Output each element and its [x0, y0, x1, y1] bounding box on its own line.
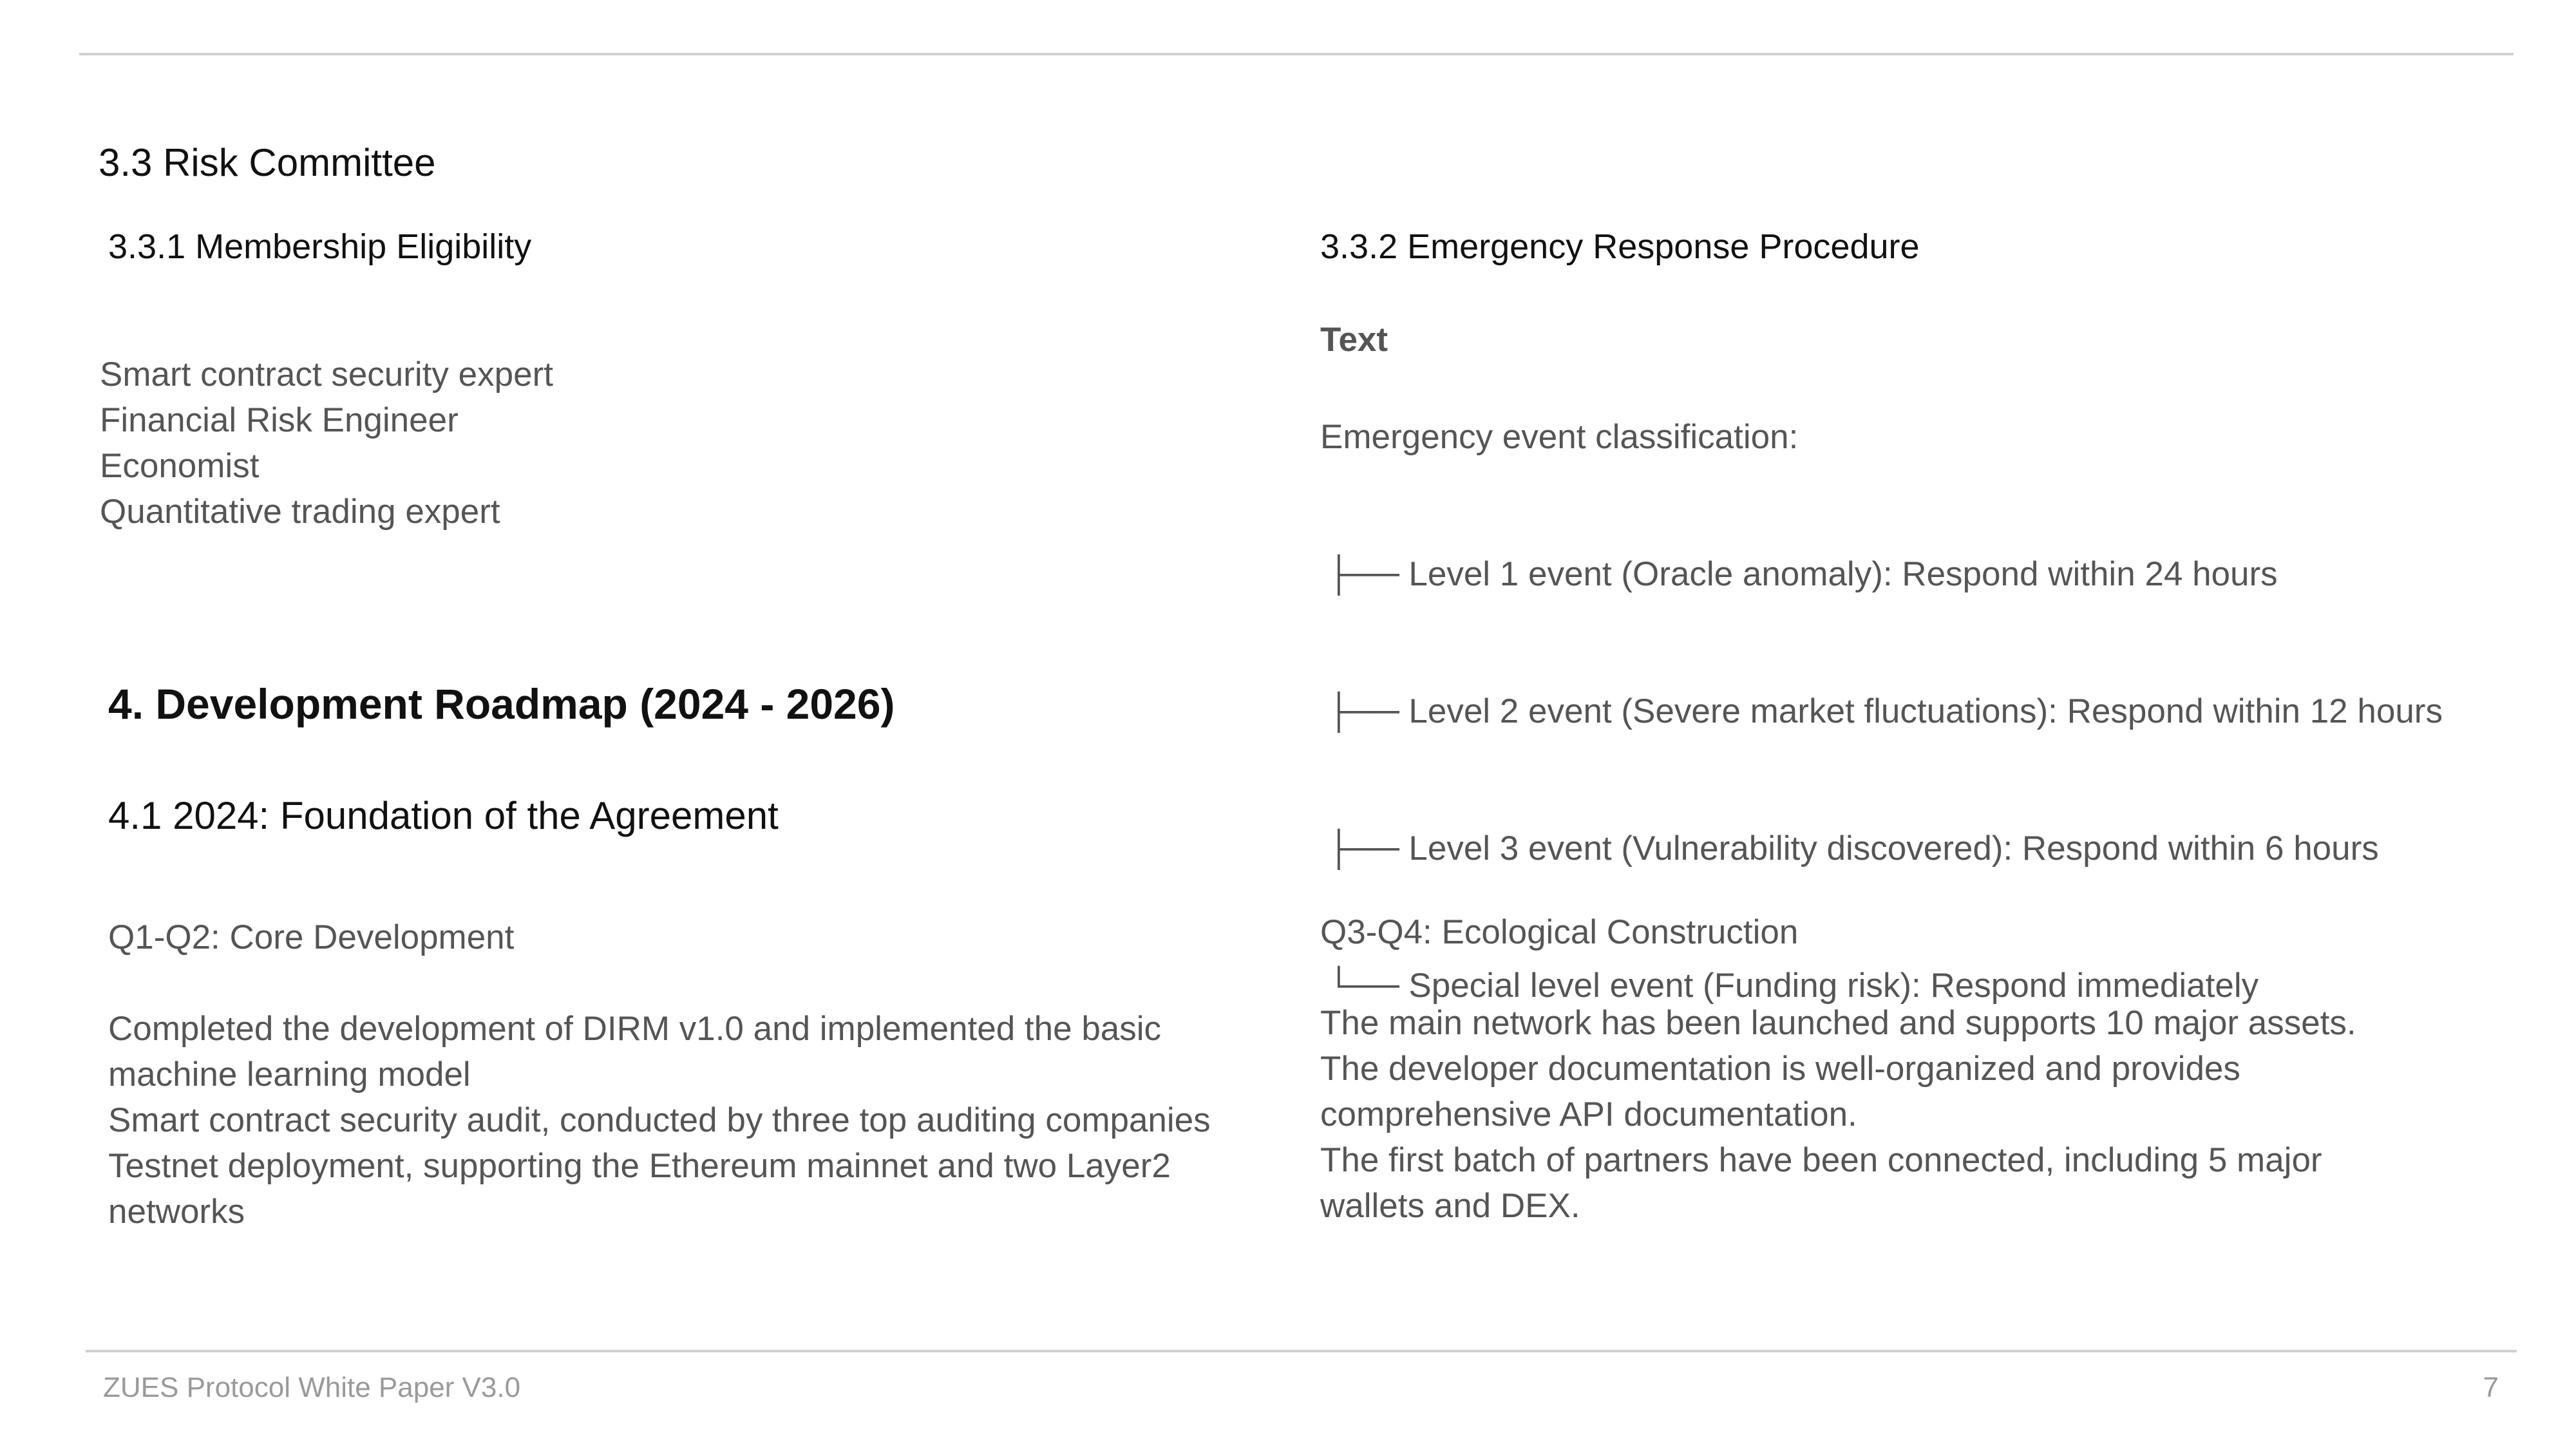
body-line: The developer documentation is well-organized and provides	[1320, 1050, 2240, 1088]
emergency-event-tree	[1327, 460, 2443, 1054]
event-level-1: ├── Level 1 event (Oracle anomaly): Respond within 24 hours	[1327, 555, 2278, 593]
event-level-3: ├── Level 3 event (Vulnerability discovered): Respond within 6 hours	[1327, 829, 2379, 867]
emergency-procedure-title: 3.3.2 Emergency Response Procedure	[1320, 227, 1920, 266]
membership-list	[100, 352, 553, 535]
footer-divider	[86, 1350, 2517, 1352]
top-divider	[79, 53, 2514, 55]
body-line: Completed the development of DIRM v1.0 and implemented the basic	[108, 1010, 1162, 1048]
body-line: networks	[108, 1193, 245, 1231]
q1-q2-body	[108, 1006, 1211, 1235]
membership-eligibility-title: 3.3.1 Membership Eligibility	[108, 227, 532, 266]
emergency-classification-heading: Emergency event classification:	[1320, 418, 1799, 456]
body-line: Smart contract security audit, conducted by three top auditing companies	[108, 1101, 1211, 1139]
body-line: machine learning model	[108, 1056, 471, 1094]
list-item: Financial Risk Engineer	[100, 401, 459, 439]
footer-doc-title: ZUES Protocol White Paper V3.0	[103, 1372, 521, 1403]
list-item: Quantitative trading expert	[100, 493, 500, 531]
body-line: The first batch of partners have been connected, including 5 major	[1320, 1141, 2322, 1179]
q3-q4-title: Q3-Q4: Ecological Construction	[1320, 913, 1799, 951]
page-number: 7	[2483, 1372, 2499, 1403]
list-item: Economist	[100, 447, 260, 485]
body-line: comprehensive API documentation.	[1320, 1095, 1857, 1133]
list-item: Smart contract security expert	[100, 355, 553, 393]
body-line: Testnet deployment, supporting the Ethereum mainnet and two Layer2	[108, 1147, 1171, 1185]
body-line: The main network has been launched and supports 10 major assets.	[1320, 1004, 2356, 1042]
section-3-3-title: 3.3 Risk Committee	[99, 141, 436, 184]
q1-q2-title: Q1-Q2: Core Development	[108, 918, 515, 956]
text-label: Text	[1320, 321, 1388, 359]
event-special-level: └── Special level event (Funding risk): Respond immediately	[1327, 967, 2259, 1005]
section-4-1-title: 4.1 2024: Foundation of the Agreement	[108, 794, 779, 837]
section-4-title: 4. Development Roadmap (2024 - 2026)	[108, 680, 895, 728]
event-level-2: ├── Level 2 event (Severe market fluctuations): Respond within 12 hours	[1327, 692, 2443, 730]
q3-q4-body	[1320, 1000, 2356, 1229]
body-line: wallets and DEX.	[1320, 1187, 1580, 1225]
